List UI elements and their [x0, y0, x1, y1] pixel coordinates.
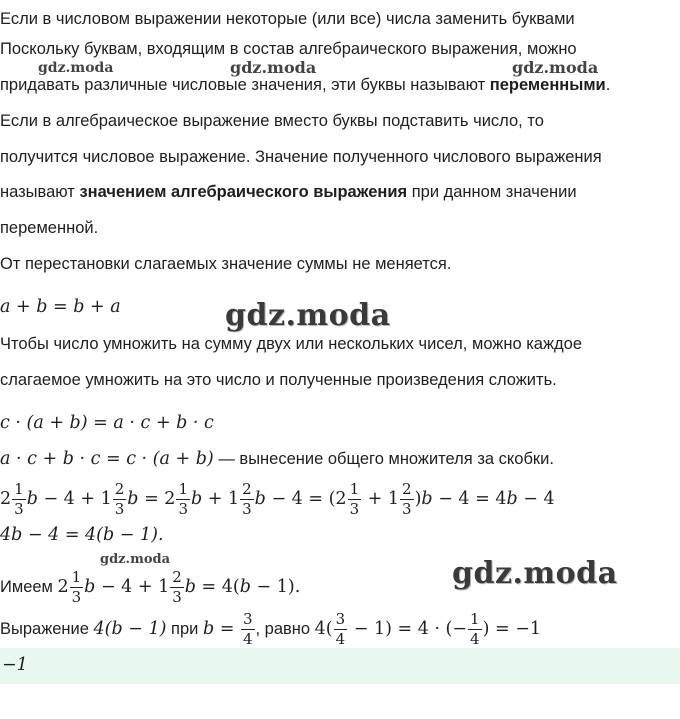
- expression-value-line: Выражение 4(b − 1) при b = $\frac{3}{4}$ , равно 4( $\frac{3}{4}$ − 1) = 4 · (− $\frac{1}{4}$ ) = −1: [0, 610, 542, 648]
- text-line-2: Поскольку буквам, входящим в состав алгебраического выражения, можно: [0, 40, 577, 58]
- text-line-1: Если в числовом выражении некоторые (или все) числа заменить буквами: [0, 10, 575, 28]
- answer-value: −1: [2, 655, 28, 675]
- factored-result: 4b − 4 = 4(b − 1).: [0, 525, 164, 545]
- term-variables: переменными: [489, 76, 606, 94]
- text-line-7: переменной.: [0, 219, 99, 237]
- factor-line: a · c + b · c = c · (a + b) — вынесение общего множителя за скобки.: [0, 449, 554, 469]
- text-line-9: Чтобы число умножить на сумму двух или нескольких чисел, можно каждое: [0, 335, 582, 353]
- watermark: gdz.moda: [230, 58, 317, 77]
- watermark: gdz.moda: [100, 552, 171, 567]
- text-line-6: называют значением алгебраического выражения при данном значении: [0, 183, 577, 201]
- watermark: gdz.moda: [38, 60, 114, 76]
- watermark: gdz.moda: [452, 556, 618, 591]
- text-line-3: придавать различные числовые значения, эти буквы называют переменными.: [0, 76, 611, 94]
- watermark: gdz.moda: [225, 298, 391, 333]
- text-line-8: От перестановки слагаемых значение суммы не меняется.: [0, 255, 452, 273]
- text-line-4: Если в алгебраическое выражение вместо буквы подставить число, то: [0, 112, 544, 130]
- distributive-law: c · (a + b) = a · c + b · c: [0, 413, 214, 433]
- term-expression-value: значением алгебраического выражения: [79, 183, 408, 201]
- text-line-10: слагаемое умножить на это число и полученные произведения сложить.: [0, 371, 557, 389]
- watermark: gdz.moda: [512, 58, 599, 77]
- have-line: Имеем 2 $\frac{1}{3}$ b − 4 + 1 $\frac{2}{3}$ b = 4(b − 1).: [0, 568, 301, 606]
- text-line-5: получится числовое выражение. Значение полученного числового выражения: [0, 148, 602, 166]
- commutative-law: a + b = b + a: [0, 297, 121, 317]
- mixed-number-equation: 2 $\frac{1}{3}$ b − 4 + 1 $\frac{2}{3}$ b = 2 $\frac{1}{3}$ b + 1 $\frac{2}{3}$ b − 4 = (2 $\frac{1}{3}$ + 1 $\frac{2}{3}$ )b − 4 = 4b − 4: [0, 480, 555, 518]
- answer-box: [0, 648, 680, 684]
